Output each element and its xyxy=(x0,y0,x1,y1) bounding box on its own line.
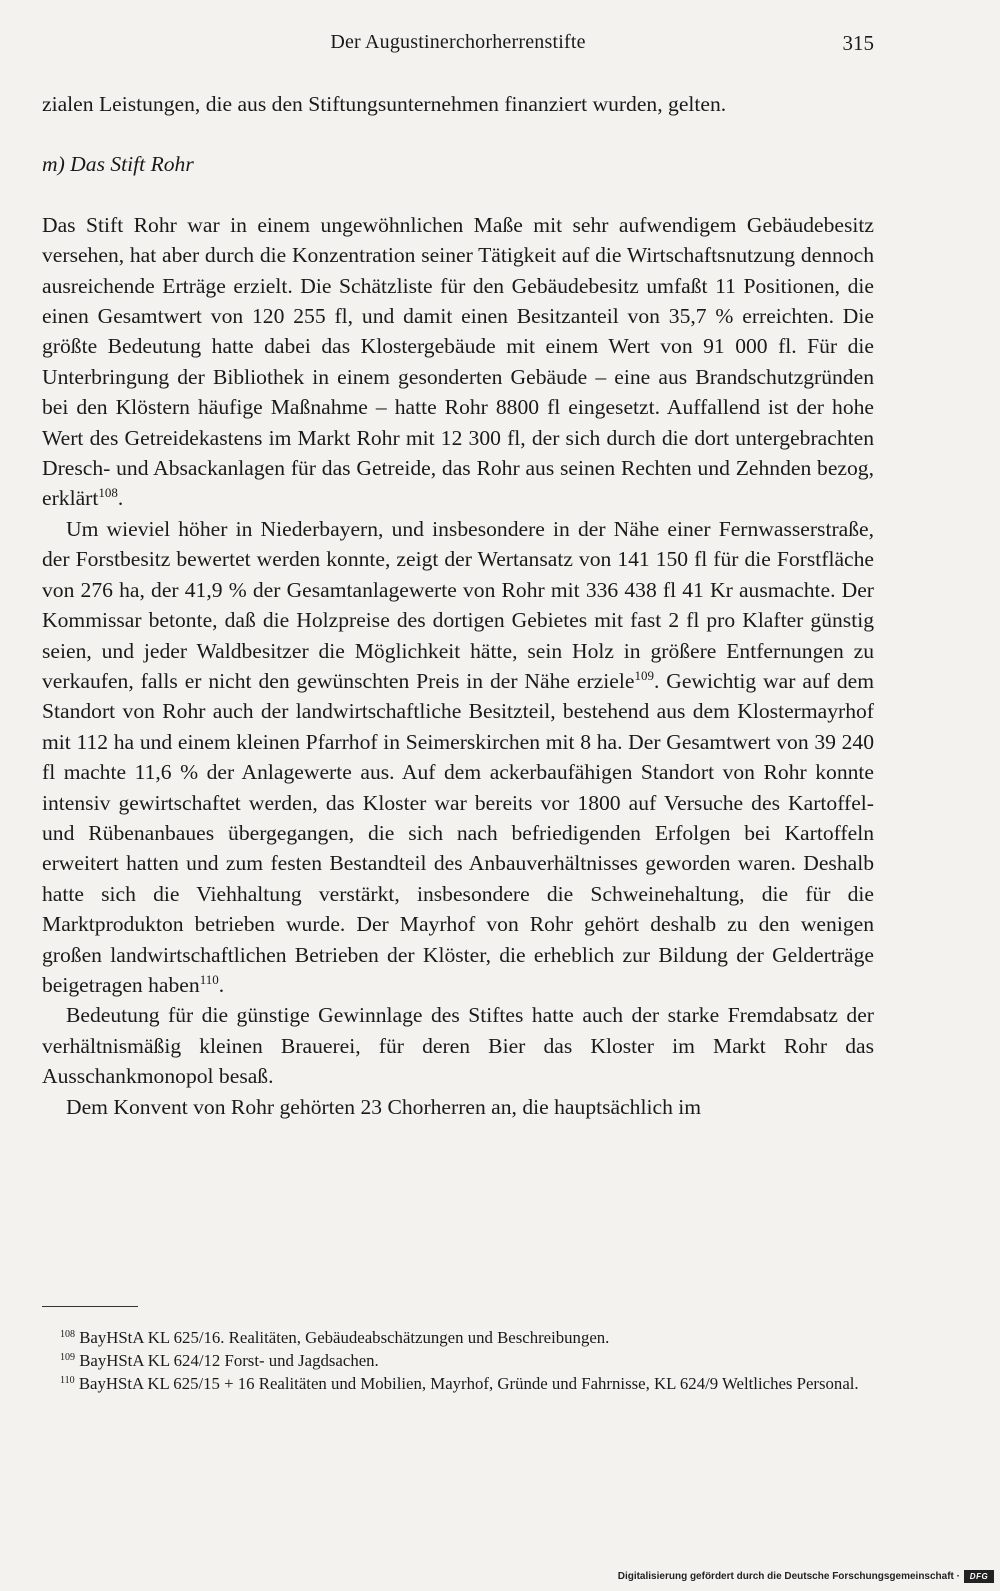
footnote-number: 108 xyxy=(60,1329,75,1340)
footnote-rule xyxy=(42,1306,138,1307)
footnote xyxy=(42,1326,874,1349)
paragraph: Dem Konvent von Rohr gehörten 23 Chorherren an, die hauptsächlich im xyxy=(66,1094,702,1119)
footnote-ref: 108 xyxy=(98,485,118,501)
footnote-ref: 110 xyxy=(199,971,219,987)
paragraph xyxy=(42,210,874,514)
paragraph-text: . Gewichtig war auf dem Standort von Rohr auch der landwirtschaftliche Besitzteil, bestehend aus dem Klostermayrhof mit 112 ha und einem kleinen Pfarrhof in Seimerskirchen mit 8 ha. Der Gesamtwert von 39 240 fl machte 11,6 % der Anlagewerte aus. Auf dem ackerbaufähigen Standort von Rohr konnte intensiv gewirtschaftet werden, das Kloster war bereits vor 1800 auf Versuche des Kartoffel- und Rübenanbaues übergegangen, die sich nach befriedigenden Erfolgen bei Kartoffeln erweitert hatten und zum festen Bestandteil des Anbauverhältnisses geworden waren. Deshalb hatte sich die Viehhaltung verstärkt, insbesondere die Schweinehaltung, die für die Marktprodukton betrieben wurde. Der Mayrhof von Rohr gehört deshalb zu den wenigen großen landwirtschaftlichen Betrieben der Klöster, die erheblich zur Bildung der Gelderträge beigetragen haben xyxy=(42,668,875,997)
footnote-ref: 109 xyxy=(634,667,654,683)
running-head xyxy=(42,31,874,61)
paragraph-text: Das Stift Rohr war in einem ungewöhnlichen Maße mit sehr aufwendigem Gebäudebesitz versehen, hat aber durch die Konzentration seiner Tätigkeit auf die Wirtschaftsnutzung dennoch ausreichende Erträge erzielt. Die Schätzliste für den Gebäudebesitz umfaßt 11 Positionen, die einen Gesamtwert von 120 255 fl, und damit einen Besitzanteil von 35,7 % erreichten. Die größte Bedeutung hatte dabei das Klostergebäude mit einem Wert von 91 000 fl. Für die Unterbringung der Bibliothek in einem gesonderten Gebäude – eine aus Brandschutzgründen bei den Klöstern häufige Maßnahme – hatte Rohr 8800 fl eingesetzt. Auffallend ist der hohe Wert des Getreidekastens im Markt Rohr mit 12 300 fl, der sich durch die dort untergebrachten Dresch- und Absackanlagen für das Getreide, das Rohr aus seinen Rechten und Zehnden bezog, erklärt xyxy=(42,212,874,511)
footnote xyxy=(42,1372,874,1395)
dfg-logo-icon: DFG xyxy=(964,1570,994,1583)
paragraph-text: . xyxy=(117,486,124,511)
digitization-credit xyxy=(618,1570,994,1583)
footnotes xyxy=(42,1326,874,1395)
paragraph xyxy=(42,514,874,1001)
footnote-number: 110 xyxy=(60,1375,75,1386)
footnote-text: BayHStA KL 624/12 Forst- und Jagdsachen. xyxy=(75,1351,379,1370)
credit-text: Digitalisierung gefördert durch die Deutsche Forschungsgemeinschaft · xyxy=(617,1571,960,1582)
footnote-number: 109 xyxy=(60,1352,75,1363)
running-title: Der Augustinerchorherrenstifte xyxy=(330,31,586,53)
footnote xyxy=(42,1349,874,1372)
footnote-text: BayHStA KL 625/16. Realitäten, Gebäudeabschätzungen und Beschreibungen. xyxy=(75,1328,610,1347)
paragraph-text: . xyxy=(218,972,225,997)
paragraph: Bedeutung für die günstige Gewinnlage des Stiftes hatte auch der starke Fremdabsatz der verhältnismäßig kleinen Brauerei, für deren Bier das Kloster im Markt Rohr das Ausschankmonopol besaß. xyxy=(42,1003,874,1089)
footnote-text: BayHStA KL 625/15 + 16 Realitäten und Mobilien, Mayrhof, Gründe und Fahrnisse, KL 624/9 Weltliches Personal. xyxy=(74,1374,859,1393)
page-number: 315 xyxy=(842,31,874,55)
paragraph-continued: zialen Leistungen, die aus den Stiftungsunternehmen finanziert wurden, gelten. xyxy=(42,92,727,116)
section-heading: m) Das Stift Rohr xyxy=(42,152,194,177)
body-text xyxy=(42,89,874,1122)
paragraph-text: Um wieviel höher in Niederbayern, und insbesondere in der Nähe einer Fernwasserstraße, der Forstbesitz bewertet werden konnte, zeigt der Wertansatz von 141 150 fl für die Forstfläche von 276 ha, der 41,9 % der Gesamtanlagewerte von Rohr mit 336 438 fl 41 Kr ausmachte. Der Kommissar betonte, daß die Holzpreise des dortigen Gebietes mit fast 2 fl pro Klafter günstig seien, und jeder Waldbesitzer die Möglichkeit hätte, sein Holz in größere Entfernungen zu verkaufen, falls er nicht den gewünschten Preis in der Nähe erziele xyxy=(42,516,874,693)
